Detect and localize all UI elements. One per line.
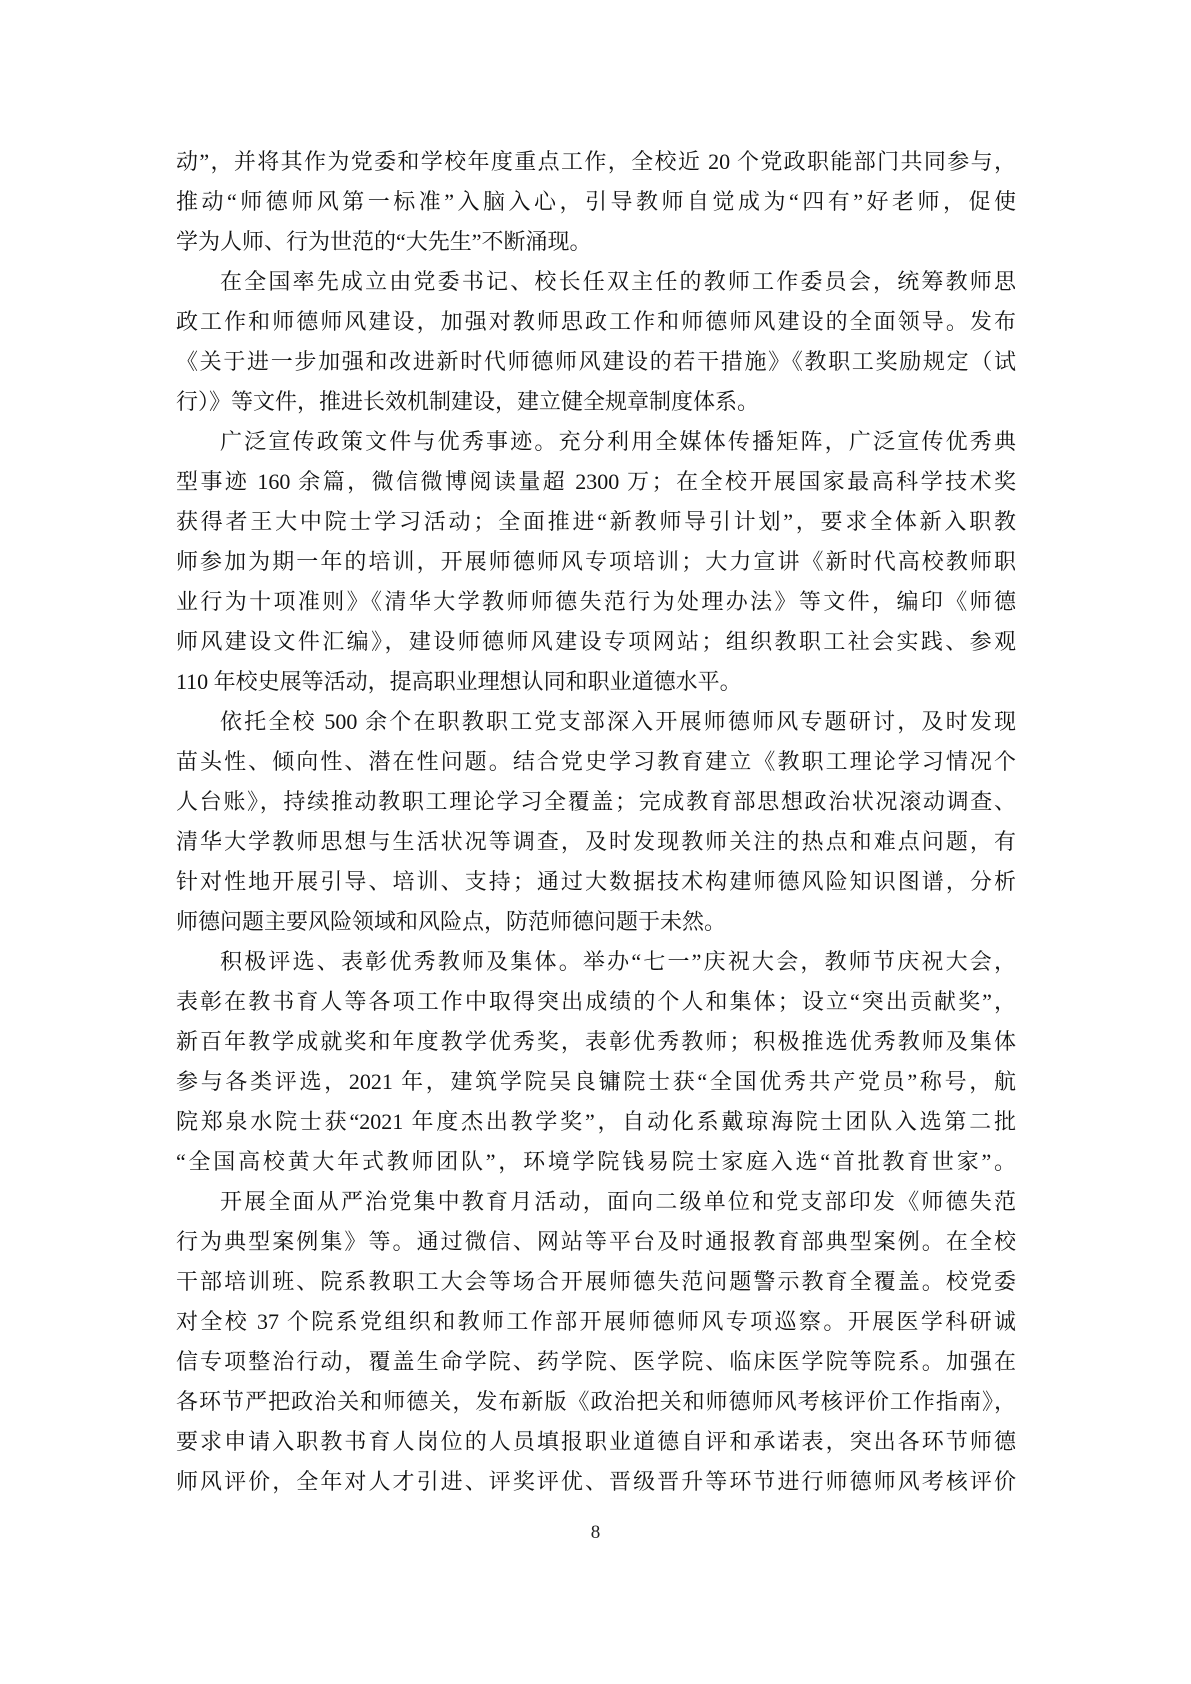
page-footer (0, 1520, 1191, 1546)
paragraph-publicity (176, 422, 1016, 702)
text-line: 苗头性、倾向性、潜在性问题。结合党史学习教育建立《教职工理论学习情况个 (176, 749, 1016, 774)
text-line: 110 年校史展等活动，提高职业理想认同和职业道德水平。 (176, 669, 742, 694)
text-line: 积极评选、表彰优秀教师及集体。举办“七一”庆祝大会，教师节庆祝大会， (220, 949, 1016, 974)
text-line: 《关于进一步加强和改进新时代师德师风建设的若干措施》《教职工奖励规定（试 (176, 349, 1016, 374)
text-line: 表彰在教书育人等各项工作中取得突出成绩的个人和集体；设立“突出贡献奖”， (176, 989, 1016, 1014)
text-line: 政工作和师德师风建设，加强对教师思政工作和师德师风建设的全面领导。发布 (176, 309, 1016, 334)
text-line: 新百年教学成就奖和年度教学优秀奖，表彰优秀教师；积极推选优秀教师及集体 (176, 1029, 1016, 1054)
text-line: 行为典型案例集》等。通过微信、网站等平台及时通报教育部典型案例。在全校 (176, 1229, 1016, 1254)
text-line: 师风评价，全年对人才引进、评奖评优、晋级晋升等环节进行师德师风考核评价 (176, 1469, 1016, 1494)
text-line: 针对性地开展引导、培训、支持；通过大数据技术构建师德风险知识图谱，分析 (176, 869, 1016, 894)
text-line: 对全校 37 个院系党组织和教师工作部开展师德师风专项巡察。开展医学科研诚 (176, 1309, 1016, 1334)
text-line: 干部培训班、院系教职工大会等场合开展师德失范问题警示教育全覆盖。校党委 (176, 1269, 1016, 1294)
document-body (176, 142, 1016, 1502)
text-line: 推动“师德师风第一标准”入脑入心，引导教师自觉成为“四有”好老师，促使 (176, 189, 1016, 214)
paragraph-continuation (176, 142, 1016, 262)
text-line: 广泛宣传政策文件与优秀事迹。充分利用全媒体传播矩阵，广泛宣传优秀典 (220, 429, 1016, 454)
text-line: 学为人师、行为世范的“大先生”不断涌现。 (176, 229, 592, 254)
paragraph-awards (176, 942, 1016, 1182)
paragraph-discipline (176, 1182, 1016, 1502)
page-number: 8 (590, 1522, 601, 1543)
text-line: 获得者王大中院士学习活动；全面推进“新教师导引计划”，要求全体新入职教 (176, 509, 1016, 534)
text-line: 开展全面从严治党集中教育月活动，面向二级单位和党支部印发《师德失范 (220, 1189, 1016, 1214)
text-line: 院郑泉水院士获“2021 年度杰出教学奖”，自动化系戴琼海院士团队入选第二批 (176, 1109, 1016, 1134)
text-line: 信专项整治行动，覆盖生命学院、药学院、医学院、临床医学院等院系。加强在 (176, 1349, 1016, 1374)
text-line: “全国高校黄大年式教师团队”，环境学院钱易院士家庭入选“首批教育世家”。 (176, 1149, 1016, 1174)
text-line: 清华大学教师思想与生活状况等调查，及时发现教师关注的热点和难点问题，有 (176, 829, 1016, 854)
text-line: 人台账》，持续推动教职工理论学习全覆盖；完成教育部思想政治状况滚动调查、 (176, 789, 1016, 814)
text-line: 在全国率先成立由党委书记、校长任双主任的教师工作委员会，统筹教师思 (220, 269, 1016, 294)
text-line: 型事迹 160 余篇，微信微博阅读量超 2300 万；在全校开展国家最高科学技术奖 (176, 469, 1016, 494)
text-line: 业行为十项准则》《清华大学教师师德失范行为处理办法》等文件，编印《师德 (176, 589, 1016, 614)
text-line: 参与各类评选，2021 年，建筑学院吴良镛院士获“全国优秀共产党员”称号，航 (176, 1069, 1016, 1094)
text-line: 师风建设文件汇编》，建设师德师风建设专项网站；组织教职工社会实践、参观 (176, 629, 1016, 654)
text-line: 动”，并将其作为党委和学校年度重点工作，全校近 20 个党政职能部门共同参与， (176, 149, 1016, 174)
text-line: 师参加为期一年的培训，开展师德师风专项培训；大力宣讲《新时代高校教师职 (176, 549, 1016, 574)
paragraph-party-branch (176, 702, 1016, 942)
text-line: 师德问题主要风险领域和风险点，防范师德问题于未然。 (176, 909, 727, 934)
text-line: 要求申请入职教书育人岗位的人员填报职业道德自评和承诺表，突出各环节师德 (176, 1429, 1016, 1454)
text-line: 行）》等文件，推进长效机制建设，建立健全规章制度体系。 (176, 389, 760, 414)
text-line: 依托全校 500 余个在职教职工党支部深入开展师德师风专题研讨，及时发现 (220, 709, 1016, 734)
paragraph-committee (176, 262, 1016, 422)
text-line: 各环节严把政治关和师德关，发布新版《政治把关和师德师风考核评价工作指南》， (176, 1389, 1016, 1414)
